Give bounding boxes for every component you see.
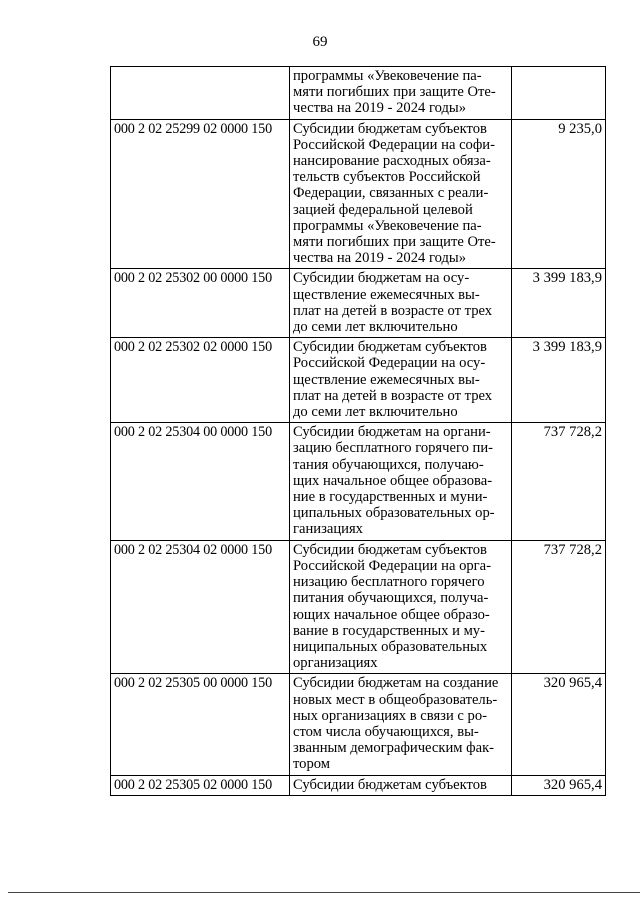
description-line: до семи лет включительно [293,404,458,421]
description-line: низацию бесплатного горячего [293,574,485,591]
budget-code-cell [111,67,290,120]
description-line: плат на детей в возрасте от трех [293,302,493,319]
page-number: 69 [312,34,328,50]
description-cell [290,423,512,540]
description-line: чества на 2019 - 2024 годы» [293,100,467,117]
amount-cell: 320 965,4 [512,674,606,775]
description-line: ных организациях в связи с ро- [293,707,487,724]
description-line: вание в государственных и му- [293,622,485,639]
budget-code-cell: 000 2 02 25305 00 0000 150 [111,674,290,775]
description-line: Субсидии бюджетам субъектов [293,776,487,793]
description-line: Российской Федерации на орга- [293,557,491,574]
table-row [111,540,606,674]
description-line: щих начальное общее образова- [293,472,493,489]
budget-code-cell: 000 2 02 25302 02 0000 150 [111,338,290,423]
description-line: Субсидии бюджетам субъектов [293,339,487,356]
description-line: стом числа обучающихся, вы- [293,723,479,740]
description-line: питания обучающихся, получа- [293,590,489,607]
description-line: ципальных образовательных ор- [293,505,495,522]
table-row [111,423,606,540]
amount-cell: 3 399 183,9 [512,269,606,338]
description-line: Федерации, связанных с реали- [293,185,489,202]
description-cell [290,269,512,338]
budget-code-cell: 000 2 02 25304 02 0000 150 [111,540,290,674]
budget-code-cell: 000 2 02 25302 00 0000 150 [111,269,290,338]
budget-table [110,66,606,796]
description-line: нансирование расходных обяза- [293,153,491,170]
description-line: Российской Федерации на софи- [293,136,495,153]
amount-cell: 9 235,0 [512,119,606,269]
description-line: ющих начальное общее образо- [293,606,490,623]
table-row [111,67,606,120]
budget-code-cell: 000 2 02 25304 00 0000 150 [111,423,290,540]
amount-cell [512,67,606,120]
description-cell [290,540,512,674]
amount-cell: 737 728,2 [512,423,606,540]
description-line: новых мест в общеобразователь- [293,691,498,708]
description-line: организациях [293,655,378,672]
description-cell [290,67,512,120]
description-line: программы «Увековечение па- [293,217,482,234]
description-line: ществление ежемесячных вы- [293,286,480,303]
description-line: званным демографическим фак- [293,740,495,757]
table-row [111,338,606,423]
description-line: Субсидии бюджетам субъектов [293,120,487,137]
description-line: до семи лет включительно [293,319,458,336]
description-line: зацию бесплатного горячего пи- [293,440,494,457]
description-line: Субсидии бюджетам на органи- [293,424,491,441]
description-cell [290,674,512,775]
table-row [111,119,606,269]
description-line: чества на 2019 - 2024 годы» [293,250,467,267]
table-row [111,775,606,795]
description-line: тания обучающихся, получаю- [293,456,484,473]
description-cell [290,775,512,795]
description-line: зацией федеральной целевой [293,201,473,218]
description-line: Субсидии бюджетам на осу- [293,270,470,287]
description-line: мяти погибших при защите Оте- [293,84,496,101]
table-row [111,674,606,775]
table-row [111,269,606,338]
description-line: тельств субъектов Российской [293,169,481,186]
description-line: мяти погибших при защите Оте- [293,234,496,251]
description-line: ществление ежемесячных вы- [293,371,480,388]
footer-rule [8,892,640,893]
table-body [111,67,606,796]
description-line: ниципальных образовательных [293,638,488,655]
budget-code-cell: 000 2 02 25299 02 0000 150 [111,119,290,269]
description-line: ние в государственных и муни- [293,489,488,506]
amount-cell: 737 728,2 [512,540,606,674]
description-cell [290,338,512,423]
budget-code-cell: 000 2 02 25305 02 0000 150 [111,775,290,795]
description-line: плат на детей в возрасте от трех [293,387,493,404]
amount-cell: 3 399 183,9 [512,338,606,423]
description-cell [290,119,512,269]
amount-cell: 320 965,4 [512,775,606,795]
description-line: программы «Увековечение па- [293,68,482,84]
description-line: Субсидии бюджетам на создание [293,675,499,692]
description-line: Российской Федерации на осу- [293,355,486,372]
description-line: ганизациях [293,521,363,538]
description-line: Субсидии бюджетам субъектов [293,541,487,558]
description-line: тором [293,756,331,773]
